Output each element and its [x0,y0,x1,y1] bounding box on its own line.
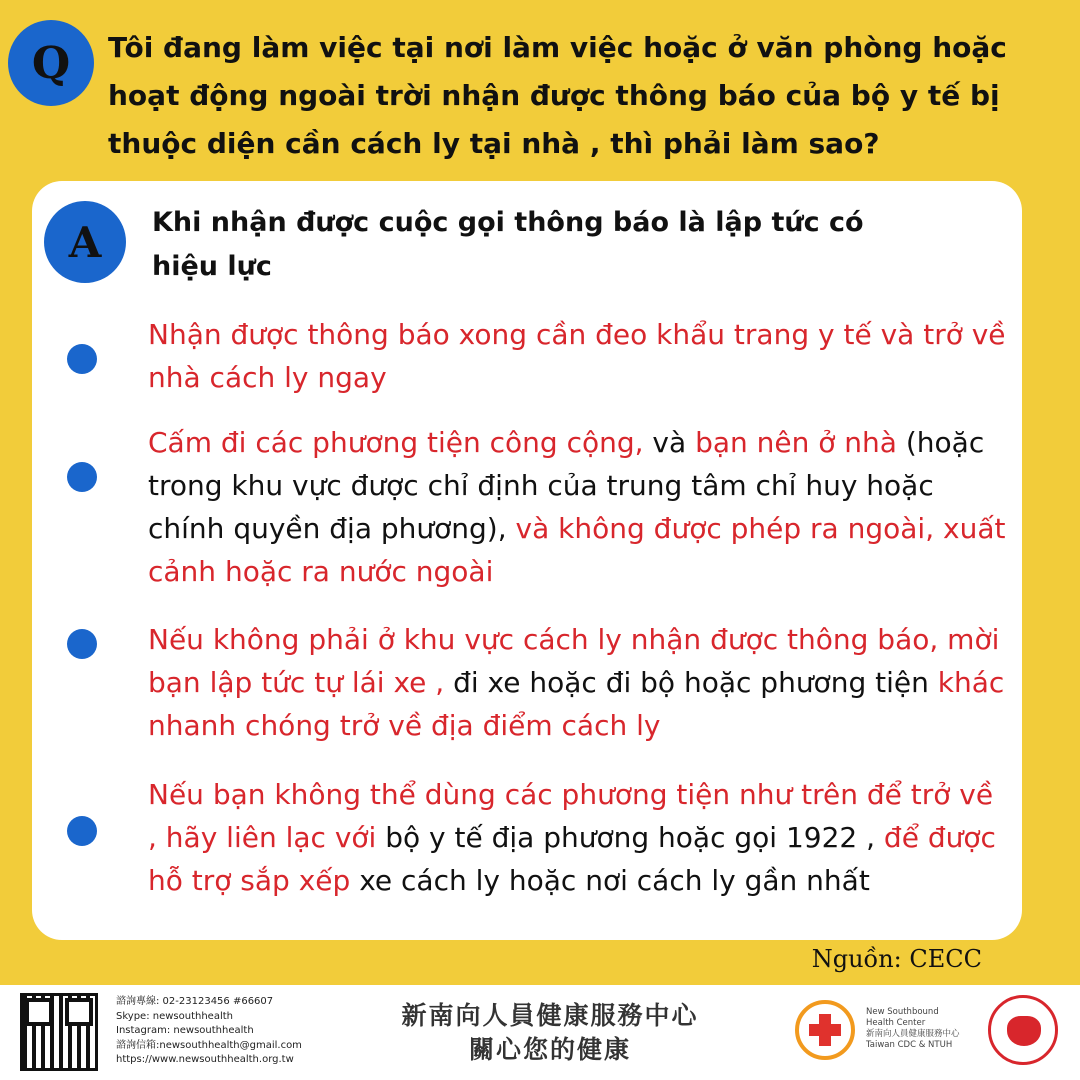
answer-card [32,181,1022,940]
health-center-logo-text [866,1007,960,1051]
contact-info [116,995,302,1068]
list-item-segment: Nhận được thông báo xong cần đeo khẩu trang y tế và trở về nhà cách ly ngay [148,318,1006,394]
logo-text-line: New Southbound [866,1007,939,1017]
list-item-segment: Nếu không phải ở khu vực cách ly nhận được thông báo, mời bạn lập tức tự lái xe , [148,623,1000,699]
list-item-text [148,421,1008,593]
answer-title: Khi nhận được cuộc gọi thông báo là lập tức có hiệu lực [152,207,864,282]
list-item-segment: (hoặc trong khu vực được chỉ định của trung tâm chỉ huy hoặc chính quyền địa phương), [148,426,985,545]
question-text: Tôi đang làm việc tại nơi làm việc hoặc ở văn phòng hoặc hoạt động ngoài trời nhận được thông báo của bộ y tế bị thuộc diện cần cách ly tại nhà , thì phải làm sao? [108,31,1007,160]
bullet-icon [67,462,97,492]
list-item-segment: bộ y tế địa phương hoặc gọi 1922 , [376,821,884,854]
source-label: Nguồn: CECC [811,945,982,973]
question-badge: Q [8,20,94,106]
list-item-segment: và không được phép ra ngoài, xuất cảnh hoặc ra nước ngoài [148,512,1006,588]
contact-hotline: 諮詢專線: 02-23123456 #66607 [116,996,274,1007]
list-item-segment: đi xe hoặc đi bộ hoặc phương tiện [444,666,938,699]
logo-text-line: Health Center [866,1018,926,1028]
bullet-icon [67,816,97,846]
answer-badge: A [44,201,126,283]
footer [0,985,1080,1080]
bullet-icon [67,344,97,374]
contact-website[interactable]: https://www.newsouthhealth.org.tw [116,1054,294,1065]
list-item-segment: để được hỗ trợ sắp xếp [148,821,996,897]
list-item-segment: Cấm đi các phương tiện công cộng, [148,426,644,459]
organization-name [340,999,760,1067]
list-item-segment: xe cách ly hoặc nơi cách ly gần nhất [350,864,870,897]
contact-skype: Skype: newsouthhealth [116,1010,233,1022]
logo-text-line: Taiwan CDC & NTUH [866,1040,953,1050]
hospital-seal-icon [988,995,1058,1065]
contact-instagram: Instagram: newsouthhealth [116,1025,254,1036]
logo-text-line: 新南向人員健康服務中心 [866,1029,960,1039]
bullet-icon [67,629,97,659]
list-item-segment: Nếu bạn không thể dùng các phương tiện như trên để trở về , hãy liên lạc với [148,778,994,854]
org-name: 新南向人員健康服務中心 [401,1001,699,1030]
list-item-text [148,313,1008,399]
list-item-segment: khác nhanh chóng trở về địa điểm cách ly [148,666,1005,742]
list-item-segment: bạn nên ở nhà [695,426,897,459]
qr-code-icon[interactable] [20,993,98,1071]
org-slogan: 關心您的健康 [468,1035,631,1064]
list-item-text [148,618,1008,747]
contact-email[interactable]: 諮詢信箱:newsouthhealth@gmail.com [116,1039,302,1051]
list-item-text [148,773,1008,902]
health-center-logo-icon [795,1000,855,1060]
list-item-segment: và [643,426,696,459]
